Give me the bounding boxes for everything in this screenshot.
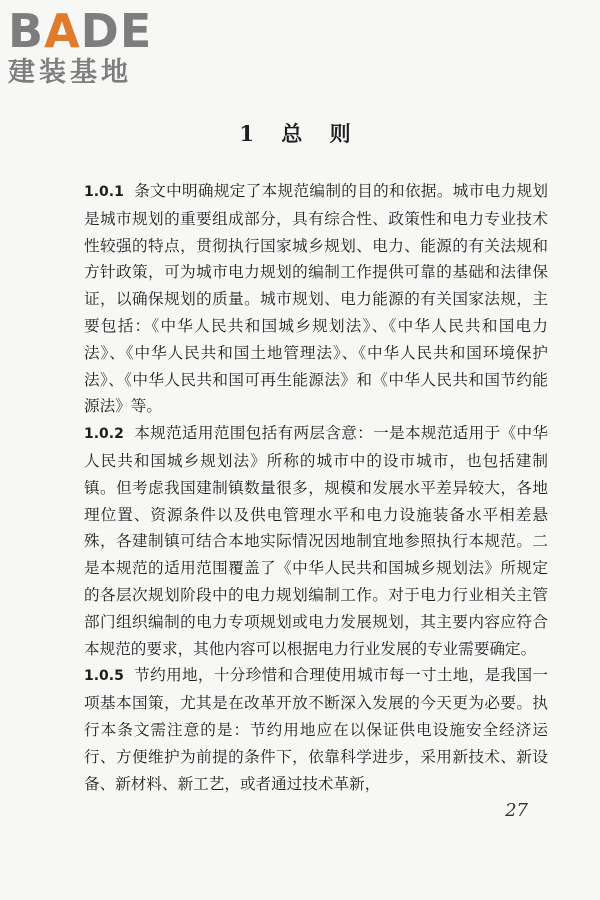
logo-wordmark xyxy=(8,6,178,56)
clause-paragraph xyxy=(84,662,548,797)
document-body xyxy=(84,178,548,797)
logo-letters-de: DE xyxy=(80,4,153,58)
clause-number: 1.0.2 xyxy=(84,426,124,443)
chapter-title: 1 总 则 xyxy=(239,121,361,146)
page-number: 27 xyxy=(505,800,528,821)
logo-letter-a: A xyxy=(44,4,81,58)
clause-text: 条文中明确规定了本规范编制的目的和依据。城市电力规划是城市规划的重要组成部分，具有综合性、政策性和电力专业技术性较强的特点，贯彻执行国家城乡规划、电力、能源的有关法规和方针政策，可为城市电力规划的编制工作提供可靠的基础和法律保证，以确保规划的质量。城市规划、电力能源的有关国家法规，主要包括：《中华人民共和国城乡规划法》、《中华人民共和国电力法》、《中华人民共和国土地管理法》、《中华人民共和国环境保护法》、《中华人民共和国可再生能源法》和《中华人民共和国节约能源法》等。 xyxy=(84,182,548,416)
clause-number: 1.0.1 xyxy=(84,184,124,200)
clause-paragraph xyxy=(84,178,548,420)
clause-text: 本规范适用范围包括有两层含意：一是本规范适用于《中华人民共和国城乡规划法》所称的城市中的设市城市，也包括建制镇。但考虑我国建制镇数量很多，规模和发展水平差异较大，各地理位置、资源条件以及供电管理水平和电力设施装备水平相差悬殊，各建制镇可结合本地实际情况因地制宜地参照执行本规范。二是本规范的适用范围覆盖了《中华人民共和国城乡规划法》所规定的各层次规划阶段中的电力规划编制工作。对于电力行业相关主管部门组织编制的电力专项规划或电力发展规划，其主要内容应符合本规范的要求，其他内容可以根据电力行业发展的专业需要确定。 xyxy=(84,424,548,658)
bade-logo xyxy=(8,6,178,92)
logo-subtitle: 建装基地 xyxy=(8,57,132,88)
logo-letter-b: B xyxy=(8,4,45,58)
clause-number: 1.0.5 xyxy=(84,668,124,685)
clause-text: 节约用地，十分珍惜和合理使用城市每一寸土地，是我国一项基本国策，尤其是在改革开放不断深入发展的今天更为必要。执行本条文需注意的是：节约用地应在以保证供电设施安全经济运行、方便维护为前提的条件下，依靠科学进步，采用新技术、新设备、新材料、新工艺，或者通过技术革新， xyxy=(84,666,548,793)
clause-paragraph xyxy=(84,420,548,662)
